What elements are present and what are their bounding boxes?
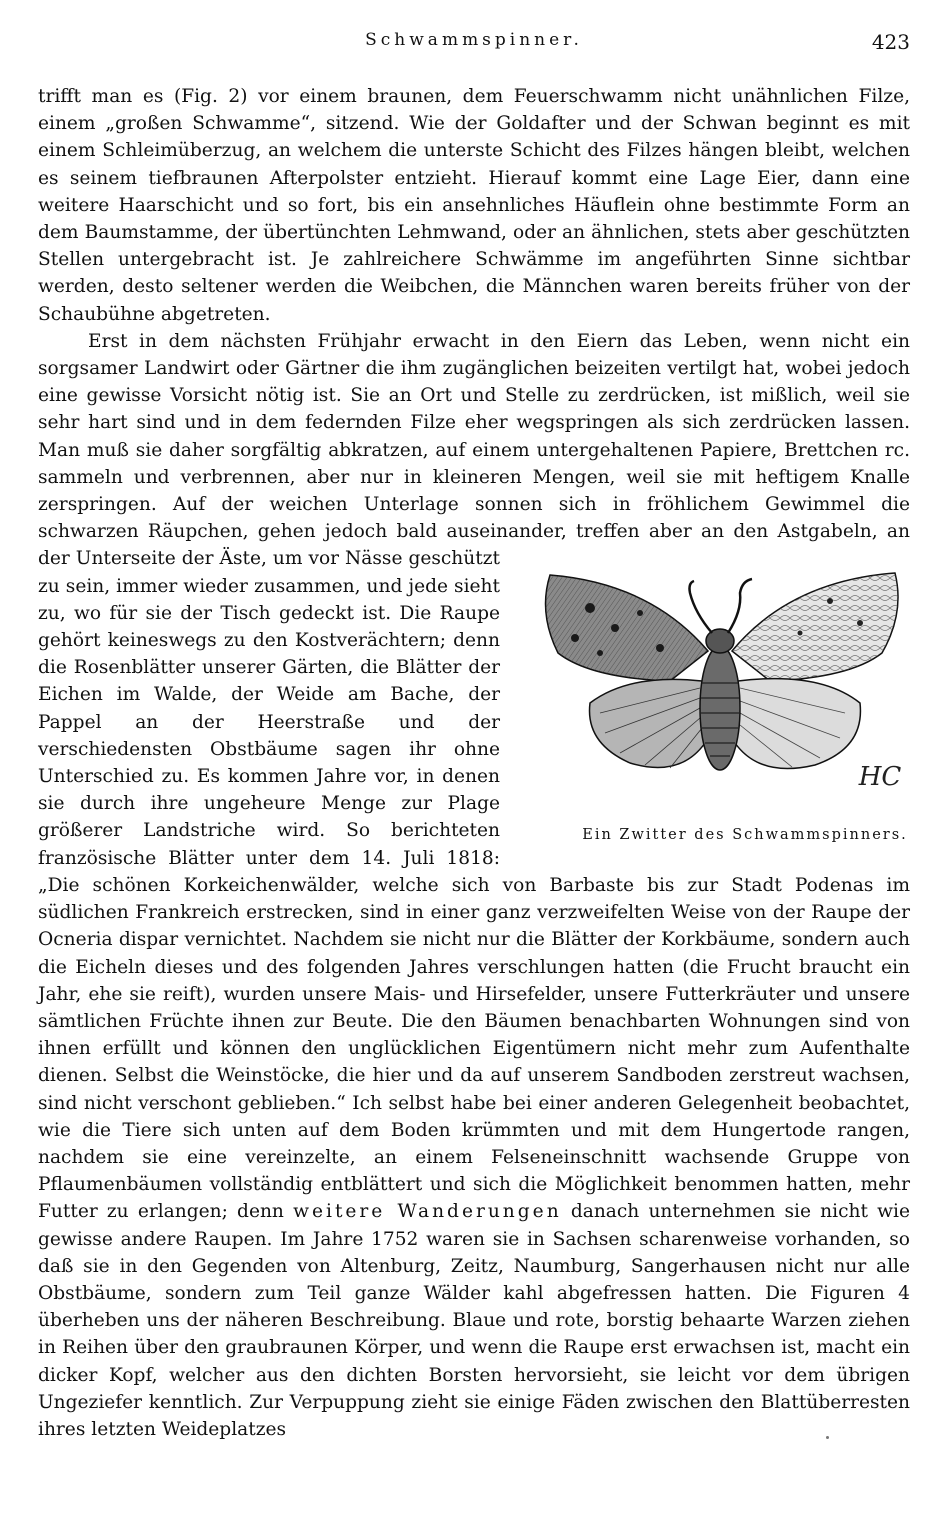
left-antenna bbox=[690, 581, 713, 633]
paragraph: trifft man es (Fig. 2) vor einem braunen, dem Feuerschwamm nicht unähnlichen Filze, einem „großen Schwamme“, sitzend. Wie der Goldafter und der Schwan beginnt es mit einem Schleimüberzug, an welchem die unterste Schicht des Filzes hängen bleibt, welchen es seinem tiefbraunen Afterpolster entzieht. Hierauf kommt eine Lage Eier, dann eine weitere Haarschicht und so fort, bis ein ansehnliches Häuflein ohne bestimmte Form an dem Baumstamme, der übertünchten Lehmwand, oder an ähnlichen, stets aber geschützten Stellen untergebracht ist. Je zahlreichere Schwämme im angeführten Sinne sichtbar werden, desto seltener werden die Weibchen, die Männchen waren bereits früher von der Schaubühne abgetreten. bbox=[38, 86, 910, 325]
paragraph-text: der Äste, um vor Nässe geschützt zu sein, immer wieder zusammen, und jede sieht zu, wo für sie der Tisch gedeckt ist. Die Raupe gehört keineswegs zu den Kostverächtern; denn die Rosenblätter unserer Gärten, die Blätter der Eichen im Walde, der Weide am Bache, der Pappel an der Heerstraße und der verschiedensten Obstbäume sagen ihr ohne Unterschied zu. Es kommen Jahre vor, in denen sie durch ihre ungeheure Menge zur Plage größerer Landstriche wird. So berichteten französische Blätter unter dem 14. Juli 1818: „Die schönen Korkeichenwälder, welche sich von Barbaste bis zur Stadt Podenas im südlichen Frankreich erstrecken, sind in einer ganz verzweifelten Weise von der Raupe der Ocneria dispar vernichtet. Nachdem sie nicht nur die Blätter der Korkbäume, sondern auch die Eicheln dieses und des folgenden Jahres verschlungen hatten (die Frucht braucht ein Jahr, ehe sie reift), wurden unsere Mais- und Hirsefelder, unsere Futterkräuter und unsere sämtlichen Früchte ihnen zur Beute. Die den Bäumen benachbarten Wohnungen sind von ihnen erfüllt und können den unglücklichen Eigentümern nicht mehr zum Aufenthalte dienen. Selbst die Weinstöcke, die hier und da auf unserem Sandboden zerstreut wachsen, sind nicht verschont geblieben.“ Ich selbst habe bei einer anderen Gelegenheit beobachtet, wie die Tiere sich unten auf dem Boden krümmten und mit dem Hungertode rangen, nachdem sie eine vereinzelte, an einem Felseneinschnitt wachsende Gruppe von Pflaumenbäumen vollständig entblättert und sich die Möglichkeit benommen hatten, mehr Futter zu erlangen; denn bbox=[38, 548, 910, 1223]
paragraph-text: Erst in dem nächsten Frühjahr erwacht in den Eiern das Leben, wenn nicht ein sorgsamer Landwirt oder Gärtner die ihm zugänglichen beizeiten vertilgt hat, wobei jedoch eine gewisse Vorsicht nötig ist. Sie an Ort und Stelle zu zerdrücken, ist mißlich, weil sie sehr hart sind und in dem federnden Filze eher wegspringen als sich zerdrücken lassen. Man muß sie daher sorgfältig abkratzen, auf einem untergehaltenen Papiere, Brettchen rc. sammeln und verbrennen, aber nur in kleineren Mengen, weil sie mit heftigem Knalle zerspringen. Auf der weichen Unterlage sonnen sich in fröhlichem Gewimmel die schwarzen Räupchen, gehen jedoch bald auseinander, treffen aber an den Astgabeln, an der Unterseite bbox=[38, 330, 910, 570]
moth-illustration bbox=[530, 553, 910, 823]
right-hindwing bbox=[735, 679, 860, 769]
artist-monogram: HC bbox=[858, 762, 902, 793]
printing-speck bbox=[826, 1436, 829, 1439]
spaced-phrase: weitere Wanderungen bbox=[293, 1201, 562, 1223]
page-number: 423 bbox=[871, 30, 910, 54]
body-text bbox=[38, 83, 910, 1443]
running-head bbox=[38, 30, 910, 60]
moth-figure bbox=[530, 553, 910, 851]
paragraph bbox=[38, 328, 910, 1443]
left-hindwing bbox=[590, 680, 706, 768]
moth-body bbox=[700, 646, 740, 770]
figure-caption: Ein Zwitter des Schwammspinners. bbox=[582, 827, 908, 844]
right-antenna bbox=[728, 579, 752, 633]
paragraph-text: danach unternehmen sie nicht wie gewisse andere Raupen. Im Jahre 1752 waren sie in Sachsen scharenweise vorhanden, so daß sie in den Gegenden von Altenburg, Zeitz, Naumburg, Sangerhausen nicht nur alle Obstbäume, sondern zum Teil ganze Wälder kahl abgefressen hatten. Die Figuren 4 überheben uns der näheren Beschreibung. Blaue und rote, borstig behaarte Warzen ziehen in Reihen über den graubraunen Körper, und wenn die Raupe erst erwachsen ist, macht ein dicker Kopf, welcher aus den dichten Borsten hervorsieht, sie leicht vor dem übrigen Ungeziefer kenntlich. Zur Verpuppung zieht sie einige Fäden zwischen den Blattüberresten ihres letzten Weideplatzes bbox=[38, 1201, 910, 1440]
running-title: Schwammspinner. bbox=[365, 30, 583, 50]
